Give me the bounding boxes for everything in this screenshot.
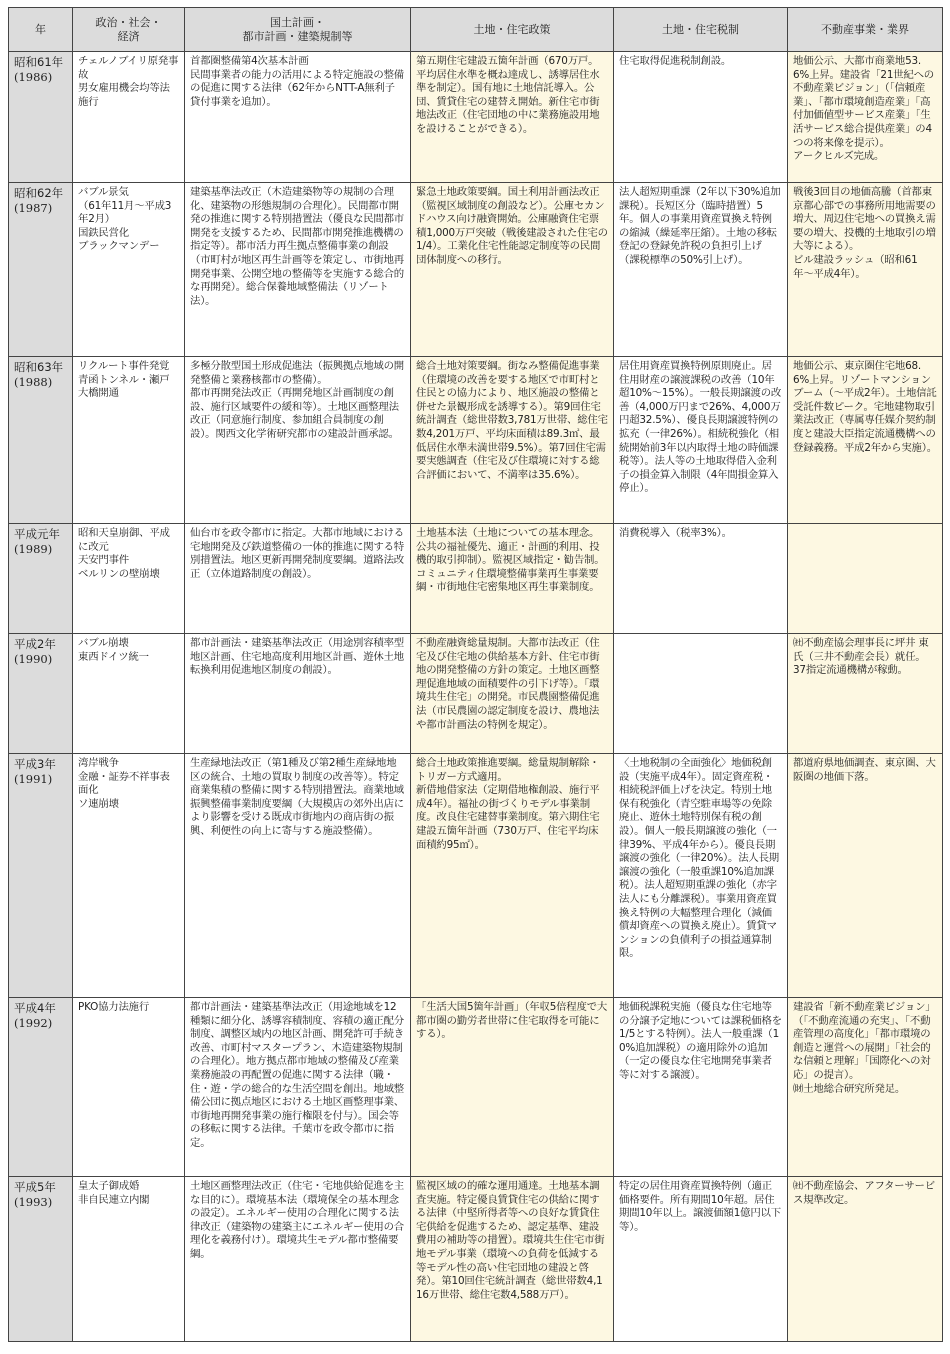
land-housing-cell: 第五期住宅建設五箇年計画（670万戸。平均居住水準を概ね達成し、誘導居住水準を制定）。国有地に土地信託導入。公団、賃貸住宅の建替え開始。新住宅市街地法改正（住宅団地の中に業務施設用地を設けることができる）。 <box>411 52 614 183</box>
era-label: 昭和62年 <box>14 186 64 200</box>
year-cell <box>9 998 73 1177</box>
politics-cell <box>73 1177 185 1342</box>
politics-event: バブル崩壊 <box>78 637 129 649</box>
planning-cell: 多極分散型国土形成促進法（振興拠点地域の開発整備と業務核都市の整備）。 都市再開発法改正（再開発地区計画制度の創設、施行区域要件の緩和等）。土地区画整理法改正（同意施行制度、参加組合員制度の創設）。関西文化学術研究都市の建設計画承認。 <box>185 357 411 524</box>
header-realestate: 不動産事業・業界 <box>788 8 943 52</box>
politics-cell <box>73 634 185 754</box>
table-row <box>9 357 943 524</box>
politics-cell <box>73 52 185 183</box>
tax-cell <box>614 634 788 754</box>
politics-event: ソ連崩壊 <box>78 797 119 810</box>
header-politics: 政治・社会・ 経済 <box>73 8 185 52</box>
year-cell <box>9 634 73 754</box>
tax-cell: 住宅取得促進税制創設。 <box>614 52 788 183</box>
tax-cell: 〈土地税制の全面強化〉地価税創設（実施平成4年）。固定資産税・相続税評価上げを決定。特別土地保有税強化（青空駐車場等の免除廃止、遊休土地特別保有税の創設）。個人一般長期譲渡の強化（一律39%、平成4年から）。優良長期譲渡の強化（一律20%）。法人長期譲渡の強化（一般重課10%追加課税）。法人超短期重課の強化（赤字法人にも分離課税）。事業用資産買換え特例の大幅整理合理化（減価償却資産への買換え廃止）。賃貸マンションの負債利子の損益通算制限。 <box>614 754 788 998</box>
tax-cell: 特定の居住用資産買換特例（適正価格要件。所有期間10年超。居住期間10年以上。譲渡価額1億円以下等）。 <box>614 1177 788 1342</box>
politics-event: 金融・証券不祥事表面化 <box>78 770 170 797</box>
year-cell <box>9 754 73 998</box>
table-row <box>9 52 943 183</box>
western-year: (1986) <box>14 70 53 84</box>
planning-cell: 首都圏整備第4次基本計画 民間事業者の能力の活用による特定施設の整備の促進に関する法律（62年からNTT-A無利子貸付事業を追加）。 <box>185 52 411 183</box>
tax-cell: 消費税導入（税率3%）。 <box>614 524 788 634</box>
politics-event: 湾岸戦争 <box>78 757 119 769</box>
era-label: 平成4年 <box>14 1001 56 1015</box>
planning-cell: 都市計画法・建築基準法改正（用途別容積率型地区計画、住宅地高度利用地区計画、遊休土地転換利用促進地区制度の創設）。 <box>185 634 411 754</box>
planning-cell: 都市計画法・建築基準法改正（用途地域を12種類に細分化、誘導容積制度、容積の適正配分制度、調整区域内の地区計画、開発許可手続き改善、市町村マスタープラン、木造建築物規制の合理化）。地方拠点都市地域の整備及び産業業務施設の再配置の促進に関する法律（職・住・遊・学の総合的な生活空間を創出。地域整備公団に拠点地区における土地区画整理事業、市街地再開発事業の施行権限を付与）。国会等の移転に関する法律。千葉市を政令都市に指定。 <box>185 998 411 1177</box>
era-label: 平成元年 <box>14 527 60 541</box>
header-tax: 土地・住宅税制 <box>614 8 788 52</box>
planning-cell: 建築基準法改正（木造建築物等の規制の合理化、建築物の形態規制の合理化）。民間都市開発の推進に関する特別措置法（優良な民間都市開発を支援するため、民間都市開発推進機構の指定等）。都市活力再生拠点整備事業の創設（市町村が地区再生計画等を策定し、市街地再開発事業、公開空地の整備等を実施する総合的な再開発）。総合保養地域整備法（リゾート法）。 <box>185 183 411 357</box>
politics-event: 東西ドイツ統一 <box>78 650 149 663</box>
politics-cell <box>73 998 185 1177</box>
realestate-cell: ㈳不動産協会理事長に坪井 東氏（三井不動産会長）就任。 37指定流通機構が稼動。 <box>788 634 943 754</box>
realestate-cell: 建設省「新不動産業ビジョン」（「不動産流通の充実」、「不動産管理の高度化」「都市環境の創造と運営への展開」「社会的な信頼と理解」「国際化への対応」の提言）。 ㈶土地総合研究所発足。 <box>788 998 943 1177</box>
year-cell <box>9 52 73 183</box>
header-year: 年 <box>9 8 73 52</box>
table-row <box>9 998 943 1177</box>
western-year: (1992) <box>14 1016 53 1030</box>
land-housing-cell: 土地基本法（土地についての基本理念。公共の福祉優先、適正・計画的利用、投機的取引抑制）。監視区域指定・勧告制。コミュニティ住環境整備事業再生事業要綱・市街地住宅密集地区再生事業制度。 <box>411 524 614 634</box>
politics-event: 非自民連立内閣 <box>78 1193 150 1206</box>
politics-event: チェルノブイリ原発事故 <box>78 55 179 81</box>
politics-event: 男女雇用機会均等法施行 <box>78 82 170 108</box>
year-cell <box>9 357 73 524</box>
header-planning: 国土計画・ 都市計画・建築規制等 <box>185 8 411 52</box>
era-label: 平成3年 <box>14 757 56 771</box>
era-label: 昭和61年 <box>14 55 64 69</box>
table-row <box>9 183 943 357</box>
western-year: (1991) <box>14 772 53 786</box>
table-row <box>9 1177 943 1342</box>
politics-event: バブル景気 <box>78 186 129 198</box>
western-year: (1989) <box>14 542 53 556</box>
year-cell <box>9 524 73 634</box>
planning-cell: 生産緑地法改正（第1種及び第2種生産緑地地区の統合、土地の買取り制度の改善等）。特定商業集積の整備に関する特別措置法。商業地域振興整備事業制度要綱（大規模店の郊外出店により影響を受ける既成市街地内の商店街の振興、利便性の向上に寄与する施設整備）。 <box>185 754 411 998</box>
land-housing-cell: 総合土地対策要綱。街なみ整備促進事業（住環境の改善を要する地区で市町村と住民との協力により、地区施設の整備と併せた景観形成を誘導する）。第9回住宅統計調査（総世帯数3,781万世帯、総住宅数4,201万戸、平均床面積は89.3㎡、最低居住水準未満世帯9.5%）。第7回住宅需要実態調査（住宅及び住環境に対する総合評価において、不満率は35.6%）。 <box>411 357 614 524</box>
realestate-cell: 都道府県地価調査、東京圏、大阪圏の地価下落。 <box>788 754 943 998</box>
politics-cell <box>73 524 185 634</box>
land-housing-cell: 監視区域の的確な運用通達。土地基本調査実施。特定優良賃貸住宅の供給に関する法律（中堅所得者等への良好な賃貸住宅供給を促進するため、認定基準、建設費用の補助等の措置）。環境共生住宅市街地モデル事業（環境への負荷を低減する等モデル性の高い住宅団地の建設と啓発）。第10回住宅統計調査（総世帯数4,116万世帯、総住宅数4,588万戸）。 <box>411 1177 614 1342</box>
era-label: 平成2年 <box>14 637 56 651</box>
tax-cell: 地価税課税実施（優良な住宅地等の分譲予定地については課税価格を1/5とする特例）。法人一般重課（10%追加課税）の適用除外の追加（一定の優良な住宅地開発事業者等に対する譲渡）。 <box>614 998 788 1177</box>
realestate-cell <box>788 524 943 634</box>
chronology-table <box>8 7 943 1342</box>
table-row <box>9 634 943 754</box>
western-year: (1993) <box>14 1195 53 1209</box>
table-row <box>9 524 943 634</box>
tax-cell: 居住用資産買換特例原則廃止。居住用財産の譲渡課税の改善（10年超10%〜15%）。一般長期譲渡の改善（4,000万円まで26%、4,000万円超32.5%）、優良長期譲渡特例の拡充（一律26%）。相続税強化（相続開始前3年以内取得土地の時価課税等）。法人等の土地取得借入金利子の損金算入制限（4年間損金算入停止）。 <box>614 357 788 524</box>
year-cell <box>9 183 73 357</box>
land-housing-cell: 不動産融資総量規制。大都市法改正（住宅及び住宅地の供給基本方針、住宅市街地の開発整備の方針の策定。土地区画整理促進地域の面積要件の引下げ等）。「環境共生住宅」の開発。市民農園整備促進法（市民農園の認定制度を設け、農地法や都市計画法の特例を規定）。 <box>411 634 614 754</box>
land-housing-cell: 総合土地政策推進要綱。総量規制解除・トリガー方式適用。 新借地借家法（定期借地権創設、施行平成4年）。福祉の街づくりモデル事業制度。改良住宅建替事業制度。第六期住宅建設五箇年計画（730万戸、住宅平均床面積約95㎡）。 <box>411 754 614 998</box>
western-year: (1988) <box>14 375 53 389</box>
politics-event: 皇太子御成婚 <box>78 1180 140 1192</box>
era-label: 昭和63年 <box>14 360 64 374</box>
politics-event: 国鉄民営化 <box>78 226 129 239</box>
politics-event: ベルリンの壁崩壊 <box>78 567 160 580</box>
tax-cell: 法人超短期重課（2年以下30%追加課税）。長短区分（臨時措置）5年。個人の事業用資産買換え特例の縮減（繰延率圧縮）。土地の移転登記の登録免許税の負担引上げ（課税標準の50%引上げ）。 <box>614 183 788 357</box>
realestate-cell: 戦後3回目の地価高騰（首都東京都心部での事務所用地需要の増大、周辺住宅地への買換え需要の増大、投機的土地取引の増大等による）。 ビル建設ラッシュ（昭和61年〜平成4年）。 <box>788 183 943 357</box>
realestate-cell: ㈳不動産協会、アフターサービス規準改定。 <box>788 1177 943 1342</box>
politics-event: （61年11月〜平成3年2月） <box>78 199 172 226</box>
western-year: (1990) <box>14 652 53 666</box>
header-land-housing: 土地・住宅政策 <box>411 8 614 52</box>
politics-event: 昭和天皇崩御、平成に改元 <box>78 527 170 553</box>
politics-event: リクルート事件発覚 <box>78 360 170 372</box>
planning-cell: 仙台市を政令都市に指定。大都市地域における宅地開発及び鉄道整備の一体的推進に関する特別措置法。地区更新再開発制度要綱。道路法改正（立体道路制度の創設）。 <box>185 524 411 634</box>
politics-cell <box>73 357 185 524</box>
planning-cell: 土地区画整理法改正（住宅・宅地供給促進を主な目的に）。環境基本法（環境保全の基本理念の設定）。エネルギー使用の合理化に関する法律改正（建築物の建築主にエネルギー使用の合理化を義務付け）。環境共生モデル都市整備要綱。 <box>185 1177 411 1342</box>
header-row <box>9 8 943 52</box>
era-label: 平成5年 <box>14 1180 56 1194</box>
realestate-cell: 地価公示、東京圏住宅地68.6%上昇。リゾートマンションブーム（〜平成2年）。土地信託受託件数ピーク。宅地建物取引業法改正（専属専任媒介契約制度と建設大臣指定流通機構への登録義務。平成2年から実施）。 <box>788 357 943 524</box>
table-row <box>9 754 943 998</box>
land-housing-cell: 「生活大国5箇年計画」（年収5倍程度で大都市圏の勤労者世帯に住宅取得を可能にする）。 <box>411 998 614 1177</box>
politics-event: PKO協力法施行 <box>78 1001 150 1013</box>
politics-cell <box>73 183 185 357</box>
politics-event: 天安門事件 <box>78 554 129 567</box>
land-housing-cell: 緊急土地政策要綱。国土利用計画法改正（監視区域制度の創設など）。公庫セカンドハウス向け融資開始。公庫融資住宅票積1,000万戸突破（戦後建設された住宅の1/4）。工業化住宅性能認定制度等の民間団体制度への移行。 <box>411 183 614 357</box>
year-cell <box>9 1177 73 1342</box>
realestate-cell: 地価公示、大都市商業地53.6%上昇。建設省「21世紀への不動産業ビジョン」（「信頼産業」、「都市環境創造産業」「高付加価値型サービス産業」「生活サービス総合提供産業」の4つの将来像を提示）。 アークヒルズ完成。 <box>788 52 943 183</box>
politics-event: ブラックマンデー <box>78 240 160 253</box>
politics-event: 青函トンネル・瀬戸大橋開通 <box>78 373 170 400</box>
western-year: (1987) <box>14 201 53 215</box>
politics-cell <box>73 754 185 998</box>
